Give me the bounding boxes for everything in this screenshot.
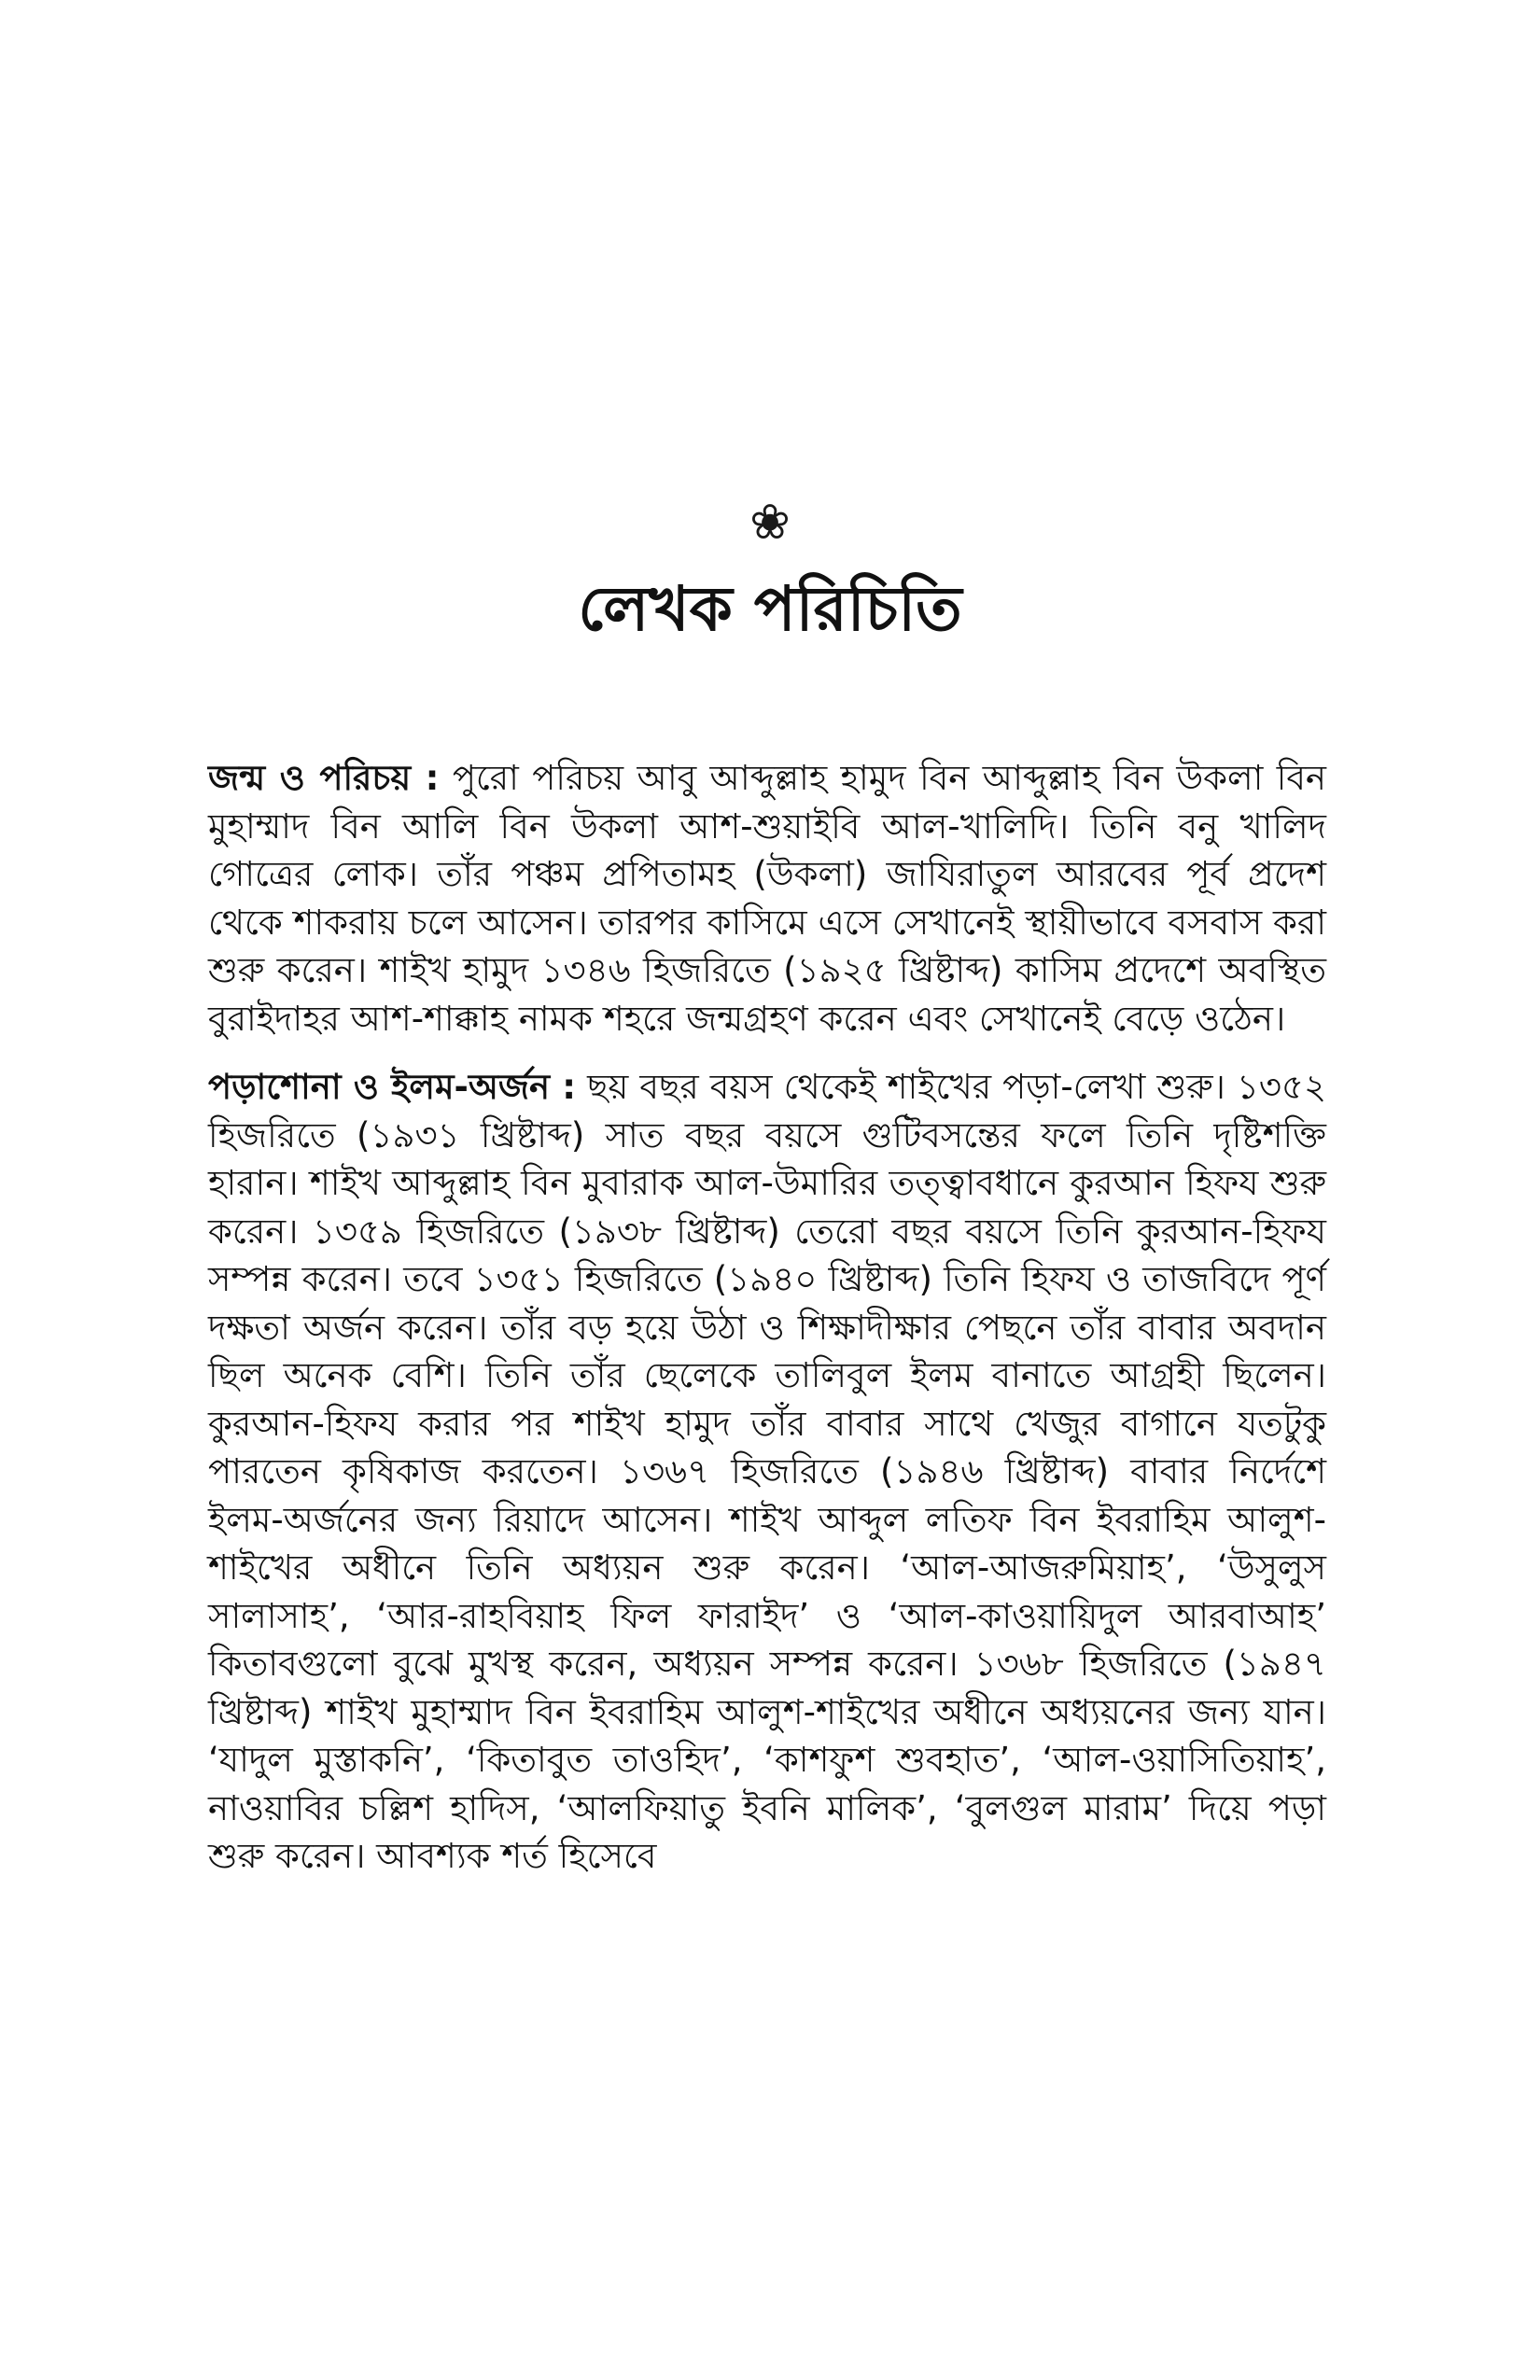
section-text-birth: পুরো পরিচয় আবু আব্দুল্লাহ হামুদ বিন আব্দুল্লাহ বিন উকলা বিন মুহাম্মাদ বিন আলি বিন উকলা আশ-শুয়াইবি আল-খালিদি। তিনি বনু খালিদ গোত্রের লোক। তাঁর পঞ্চম প্রপিতামহ (উকলা) জাযিরাতুল আরবের পূর্ব প্রদেশ থেকে শাকরায় চলে আসেন। তারপর কাসিমে এসে সেখানেই স্থায়ীভাবে বসবাস করা শুরু করেন। শাইখ হামুদ ১৩৪৬ হিজরিতে (১৯২৫ খ্রিষ্টাব্দ) কাসিম প্রদেশে অবস্থিত বুরাইদাহর আশ-শাক্কাহ নামক শহরে জন্মগ্রহণ করেন এবং সেখানেই বেড়ে ওঠেন। <box>208 758 1326 1039</box>
section-text-education: ছয় বছর বয়স থেকেই শাইখের পড়া-লেখা শুরু। ১৩৫২ হিজরিতে (১৯৩১ খ্রিষ্টাব্দ) সাত বছর বয়সে গুটিবসন্তের ফলে তিনি দৃষ্টিশক্তি হারান। শাইখ আব্দুল্লাহ বিন মুবারাক আল-উমারির তত্ত্বাবধানে কুরআন হিফয শুরু করেন। ১৩৫৯ হিজরিতে (১৯৩৮ খ্রিষ্টাব্দ) তেরো বছর বয়সে তিনি কুরআন-হিফয সম্পন্ন করেন। তবে ১৩৫১ হিজরিতে (১৯৪০ খ্রিষ্টাব্দ) তিনি হিফয ও তাজবিদে পূর্ণ দক্ষতা অর্জন করেন। তাঁর বড় হয়ে উঠা ও শিক্ষাদীক্ষার পেছনে তাঁর বাবার অবদান ছিল অনেক বেশি। তিনি তাঁর ছেলেকে তালিবুল ইলম বানাতে আগ্রহী ছিলেন। কুরআন-হিফয করার পর শাইখ হামুদ তাঁর বাবার সাথে খেজুর বাগানে যতটুকু পারতেন কৃষিকাজ করতেন। ১৩৬৭ হিজরিতে (১৯৪৬ খ্রিষ্টাব্দ) বাবার নির্দেশে ইলম-অর্জনের জন্য রিয়াদে আসেন। শাইখ আব্দুল লতিফ বিন ইবরাহিম আলুশ-শাইখের অধীনে তিনি অধ্যয়ন শুরু করেন। ‘আল-আজরুমিয়াহ’, ‘উসুলুস সালাসাহ’, ‘আর-রাহবিয়াহ ফিল ফারাইদ’ ও ‘আল-কাওয়ায়িদুল আরবাআহ’ কিতাবগুলো বুঝে মুখস্থ করেন, অধ্যয়ন সম্পন্ন করেন। ১৩৬৮ হিজরিতে (১৯৪৭ খ্রিষ্টাব্দ) শাইখ মুহাম্মাদ বিন ইবরাহিম আলুশ-শাইখের অধীনে অধ্যয়নের জন্য যান। ‘যাদুল মুস্তাকনি’, ‘কিতাবুত তাওহিদ’, ‘কাশফুশ শুবহাত’, ‘আল-ওয়াসিতিয়াহ’, নাওয়াবির চল্লিশ হাদিস, ‘আলফিয়াতু ইবনি মালিক’, ‘বুলগুল মারাম’ দিয়ে পড়া শুরু করেন। আবশ্যক শর্ত হিসেবে <box>208 1067 1326 1876</box>
section-label-education: পড়াশোনা ও ইলম-অর্জন : <box>208 1067 577 1107</box>
section-label-birth: জন্ম ও পরিচয় : <box>208 758 440 798</box>
flower-ornament-icon: ❀ <box>749 495 791 551</box>
paragraph-education <box>208 1063 1326 1881</box>
paragraph-birth-introduction <box>208 754 1326 1043</box>
body-text <box>208 754 1326 1901</box>
chapter-title: লেখক পরিচিতি <box>578 573 962 645</box>
